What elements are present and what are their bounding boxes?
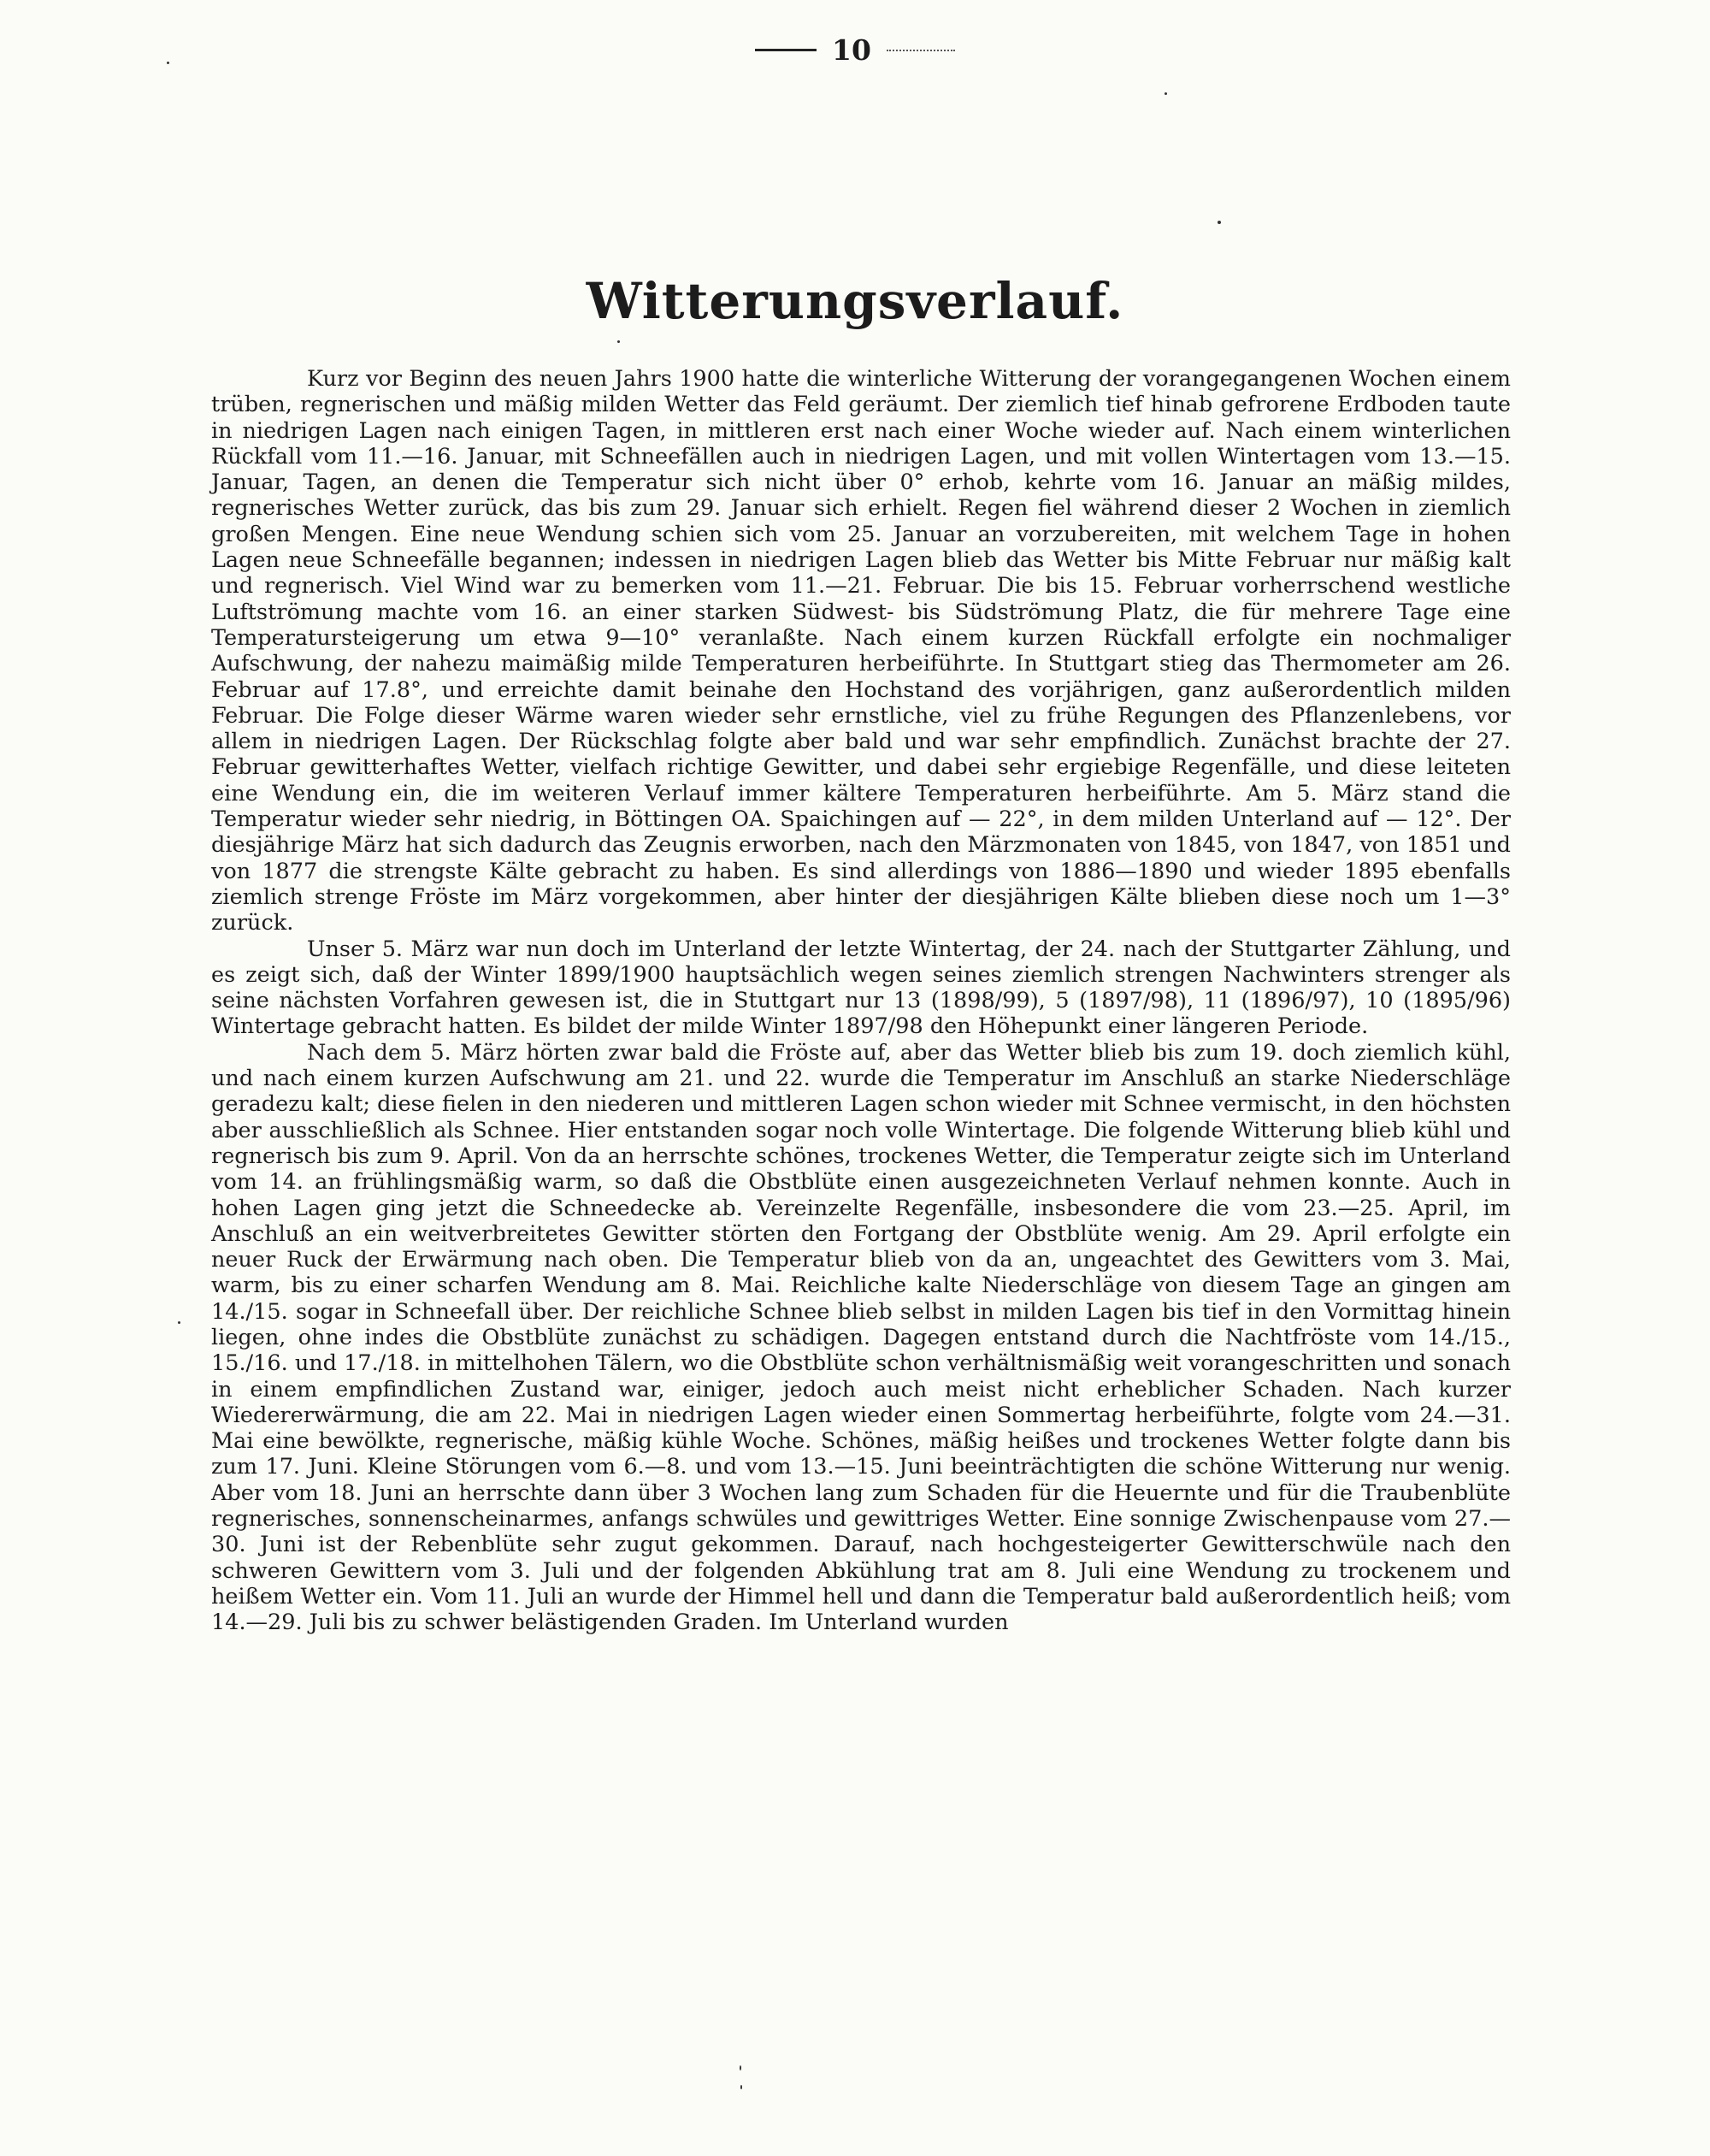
paragraph: Kurz vor Beginn des neuen Jahrs 1900 hatte die winterliche Witterung der vorangegangenen Wochen einem trüben, regnerischen und mäßig milden Wetter das Feld geräumt. Der ziemlich tief hinab gefrorene Erdboden taute in niedrigen Lagen nach einigen Tagen, in mittleren erst nach einer Woche wieder auf. Nach einem winterlichen Rückfall vom 11.—16. Januar, mit Schneefällen auch in niedrigen Lagen, und mit vollen Wintertagen vom 13.—15. Januar, Tagen, an denen die Temperatur sich nicht über 0° erhob, kehrte vom 16. Januar an mäßig mildes, regnerisches Wetter zurück, das bis zum 29. Januar sich erhielt. Regen fiel während dieser 2 Wochen in ziemlich großen Mengen. Eine neue Wendung schien sich vom 25. Januar an vorzubereiten, mit welchem Tage in hohen Lagen neue Schneefälle begannen; indessen in niedrigen Lagen blieb das Wetter bis Mitte Februar nur mäßig kalt und regnerisch. Viel Wind war zu bemerken vom 11.—21. Februar. Die bis 15. Februar vorherrschend westliche Luftströmung machte vom 16. an einer starken Südwest- bis Südströmung Platz, die für mehrere Tage eine Temperatursteigerung um etwa 9—10° veranlaßte. Nach einem kurzen Rückfall erfolgte ein nochmaliger Aufschwung, der nahezu maimäßig milde Temperaturen herbeiführte. In Stuttgart stieg das Thermometer am 26. Februar auf 17.8°, und erreichte damit beinahe den Hochstand des vorjährigen, ganz außerordentlich milden Februar. Die Folge dieser Wärme waren wieder sehr ernstliche, viel zu frühe Regungen des Pflanzenlebens, vor allem in niedrigen Lagen. Der Rückschlag folgte aber bald und war sehr empfindlich. Zunächst brachte der 27. Februar gewitterhaftes Wetter, vielfach richtige Gewitter, und dabei sehr ergiebige Regenfälle, und diese leiteten eine Wendung ein, die im weiteren Verlauf immer kältere Temperaturen herbeiführte. Am 5. März stand die Temperatur wieder sehr niedrig, in Böttingen OA. Spaichingen auf — 22°, in dem milden Unterland auf — 12°. Der diesjährige März hat sich dadurch das Zeugnis erworben, nach den Märzmonaten von 1845, von 1847, von 1851 und von 1877 die strengste Kälte gebracht zu haben. Es sind allerdings von 1886—1890 und wieder 1895 ebenfalls ziemlich strenge Fröste im März vorgekommen, aber hinter der diesjährigen Kälte blieben diese noch um 1—3° zurück.: [211, 366, 1511, 936]
page-header: [0, 33, 1710, 67]
scan-speck: [178, 1321, 180, 1324]
scan-speck: [617, 340, 620, 343]
body-text: [211, 366, 1511, 1636]
paragraph: Nach dem 5. März hörten zwar bald die Fröste auf, aber das Wetter blieb bis zum 19. doch ziemlich kühl, und nach einem kurzen Aufschwung am 21. und 22. wurde die Temperatur im Anschluß an starke Niederschläge geradezu kalt; diese fielen in den niederen und mittleren Lagen schon wieder mit Schnee vermischt, in den höchsten aber ausschließlich als Schnee. Hier entstanden sogar noch volle Wintertage. Die folgende Witterung blieb kühl und regnerisch bis zum 9. April. Von da an herrschte schönes, trockenes Wetter, die Temperatur zeigte sich im Unterland vom 14. an frühlingsmäßig warm, so daß die Obstblüte einen ausgezeichneten Verlauf nehmen konnte. Auch in hohen Lagen ging jetzt die Schneedecke ab. Vereinzelte Regenfälle, insbesondere die vom 23.—25. April, im Anschluß an ein weitverbreitetes Gewitter störten den Fortgang der Obstblüte wenig. Am 29. April erfolgte ein neuer Ruck der Erwärmung nach oben. Die Temperatur blieb von da an, ungeachtet des Gewitters vom 3. Mai, warm, bis zu einer scharfen Wendung am 8. Mai. Reichliche kalte Niederschläge von diesem Tage an gingen am 14./15. sogar in Schneefall über. Der reichliche Schnee blieb selbst in milden Lagen bis tief in den Vormittag hinein liegen, ohne indes die Obstblüte zunächst zu schädigen. Dagegen entstand durch die Nachtfröste vom 14./15., 15./16. und 17./18. in mittelhohen Tälern, wo die Obstblüte schon verhältnismäßig weit vorangeschritten und sonach in einem empfindlichen Zustand war, einiger, jedoch auch meist nicht erheblicher Schaden. Nach kurzer Wiedererwärmung, die am 22. Mai in niedrigen Lagen wieder einen Sommertag herbeiführte, folgte vom 24.—31. Mai eine bewölkte, regnerische, mäßig kühle Woche. Schönes, mäßig heißes und trockenes Wetter folgte dann bis zum 17. Juni. Kleine Störungen vom 6.—8. und vom 13.—15. Juni beeinträchtigten die schöne Witterung nur wenig. Aber vom 18. Juni an herrschte dann über 3 Wochen lang zum Schaden für die Heuernte und für die Traubenblüte regnerisches, sonnenscheinarmes, anfangs schwüles und gewittriges Wetter. Eine sonnige Zwischenpause vom 27.—30. Juni ist der Rebenblüte sehr zugut gekommen. Darauf, nach hochgesteigerter Gewitterschwüle nach den schweren Gewittern vom 3. Juli und der folgenden Abkühlung trat am 8. Juli eine Wendung zu trockenem und heißem Wetter ein. Vom 11. Juli an wurde der Himmel hell und dann die Temperatur bald außerordentlich heiß; vom 14.—29. Juli bis zu schwer belästigenden Graden. Im Unterland wurden: [211, 1039, 1511, 1636]
scan-speck: [1165, 92, 1167, 95]
header-rule-left: [755, 49, 817, 51]
header-rule-right: [887, 50, 955, 51]
section-title: Witterungsverlauf.: [586, 272, 1124, 330]
paragraph: Unser 5. März war nun doch im Unterland der letzte Wintertag, der 24. nach der Stuttgarter Zählung, und es zeigt sich, daß der Winter 1899/1900 hauptsächlich wegen seines ziemlich strengen Nachwinters strenger als seine nächsten Vorfahren gewesen ist, die in Stuttgart nur 13 (1898/99), 5 (1897/98), 11 (1896/97), 10 (1895/96) Wintertage gebracht hatten. Es bildet der milde Winter 1897/98 den Höhepunkt einer längeren Periode.: [211, 936, 1511, 1040]
page-number: 10: [832, 33, 871, 67]
scan-speck: [740, 2065, 741, 2070]
scan-speck: [740, 2085, 742, 2089]
scan-speck: [1218, 221, 1221, 224]
scan-speck: [167, 62, 169, 64]
